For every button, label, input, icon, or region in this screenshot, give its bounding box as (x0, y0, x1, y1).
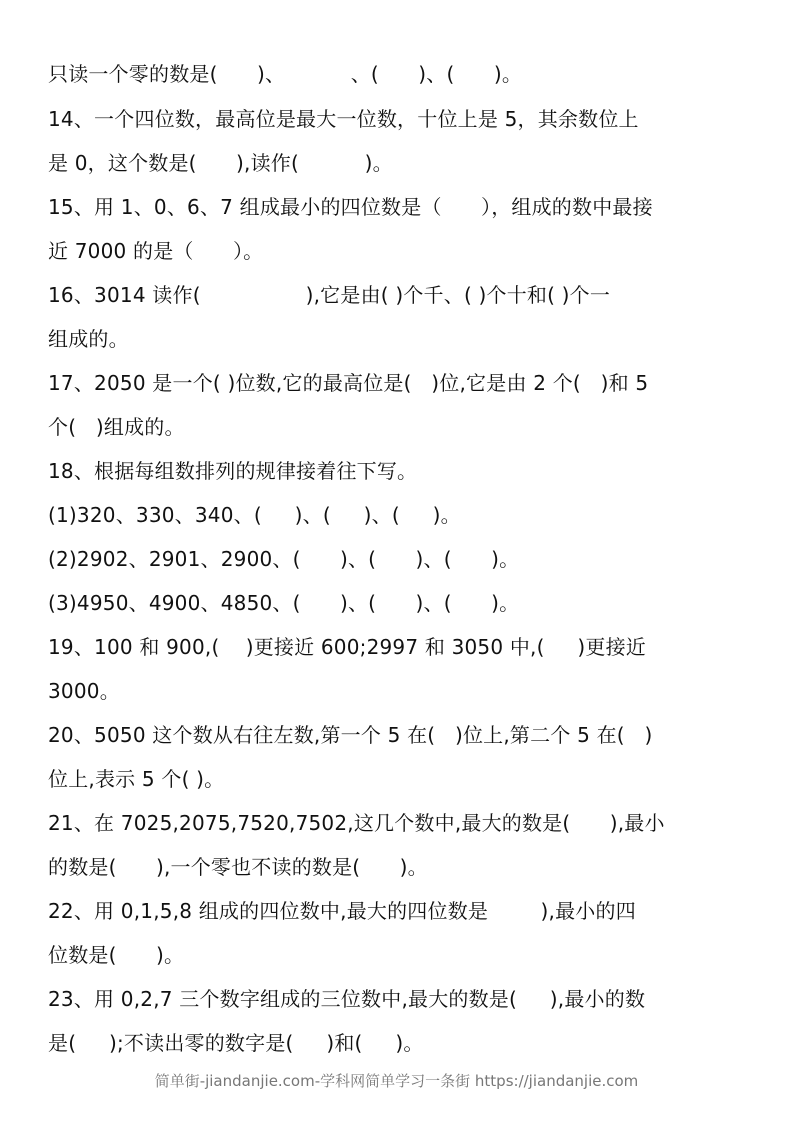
question-17-line-2: 个( )组成的。 (48, 415, 185, 439)
question-16-line-1: 16、3014 读作( ),它是由( )个千、( )个十和( )个一 (48, 283, 611, 307)
question-18-item-3: (3)4950、4900、4850、( )、( )、( )。 (48, 591, 520, 615)
question-22-line-2: 位数是( )。 (48, 943, 185, 967)
question-23-line-1: 23、用 0,2,7 三个数字组成的三位数中,最大的数是( ),最小的数 (48, 987, 646, 1011)
question-16-line-2: 组成的。 (48, 327, 129, 351)
page-footer: 简单街-jiandanjie.com-学科网简单学习一条街 https://jiandanjie.com (154, 1072, 639, 1090)
question-18-item-2: (2)2902、2901、2900、( )、( )、( )。 (48, 547, 520, 571)
question-15-line-2: 近 7000 的是（ ）。 (48, 239, 264, 263)
question-21-line-2: 的数是( ),一个零也不读的数是( )。 (48, 855, 428, 879)
question-19-line-1: 19、100 和 900,( )更接近 600;2997 和 3050 中,( )更接近 (48, 635, 646, 659)
question-21-line-1: 21、在 7025,2075,7520,7502,这几个数中,最大的数是( ),最小 (48, 811, 665, 835)
question-19-line-2: 3000。 (48, 679, 120, 703)
question-20-line-1: 20、5050 这个数从右往左数,第一个 5 在( )位上,第二个 5 在( ) (48, 723, 653, 747)
text-line: 只读一个零的数是( )、 、( )、( )。 (48, 62, 523, 86)
question-14-line-1: 14、一个四位数，最高位是最大一位数，十位上是 5，其余数位上 (48, 107, 639, 131)
question-15-line-1: 15、用 1、0、6、7 组成最小的四位数是（ ），组成的数中最接 (48, 195, 653, 219)
question-22-line-1: 22、用 0,1,5,8 组成的四位数中,最大的四位数是 ),最小的四 (48, 899, 636, 923)
question-23-line-2: 是( );不读出零的数字是( )和( )。 (48, 1031, 424, 1055)
question-17-line-1: 17、2050 是一个( )位数,它的最高位是( )位,它是由 2 个( )和 5 (48, 371, 649, 395)
question-18-item-1: (1)320、330、340、( )、( )、( )。 (48, 503, 461, 527)
question-20-line-2: 位上,表示 5 个( )。 (48, 767, 225, 791)
question-14-line-2: 是 0，这个数是( ),读作( )。 (48, 151, 393, 175)
question-18-prompt: 18、根据每组数排列的规律接着往下写。 (48, 459, 418, 483)
